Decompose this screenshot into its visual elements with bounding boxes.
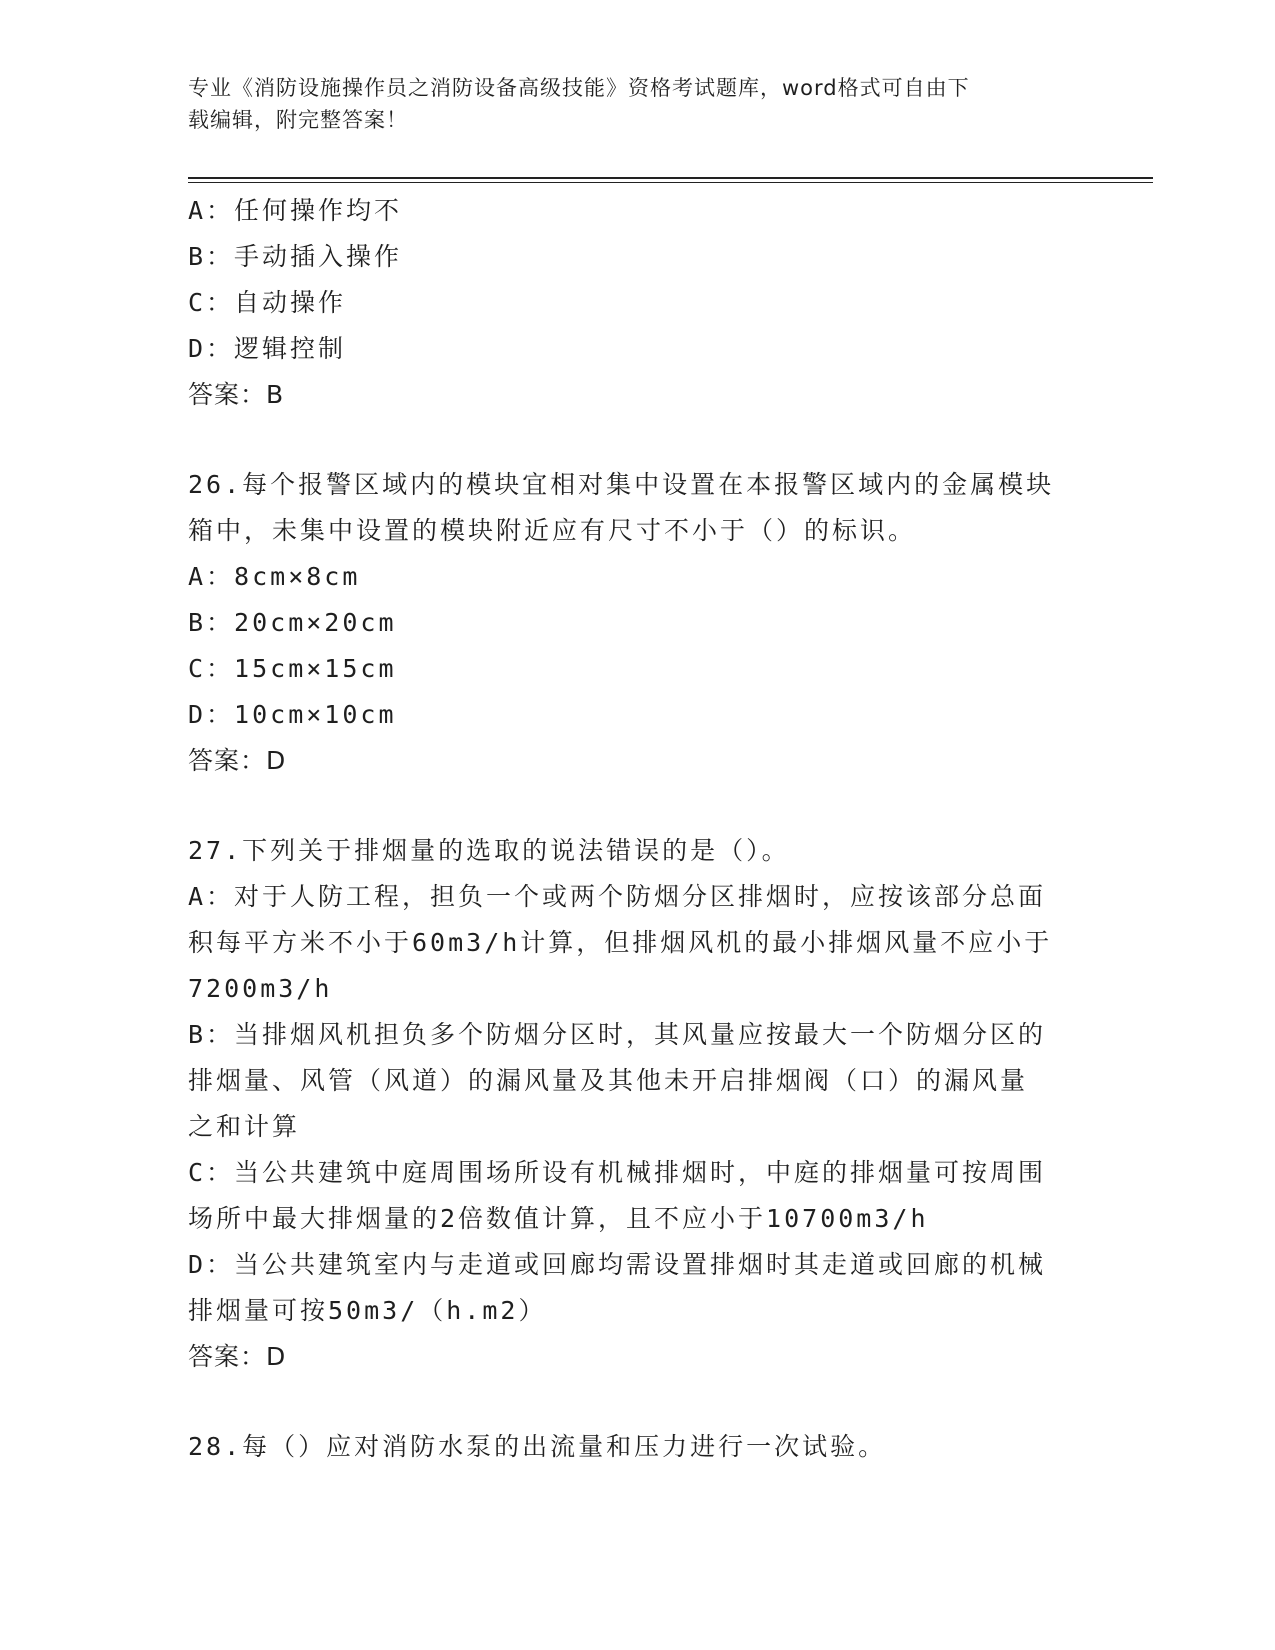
option-a: A：8cm×8cm xyxy=(188,562,361,591)
question-25 xyxy=(188,188,1088,418)
option-c-line: C：当公共建筑中庭周围场所设有机械排烟时，中庭的排烟量可按周围 xyxy=(188,1158,1047,1187)
option-c: C：自动操作 xyxy=(188,288,347,317)
question-stem-line: 26.每个报警区域内的模块宜相对集中设置在本报警区域内的金属模块 xyxy=(188,470,1055,499)
option-d: D：10cm×10cm xyxy=(188,700,397,729)
option-b-line: 排烟量、风管（风道）的漏风量及其他未开启排烟阀（口）的漏风量 xyxy=(188,1066,1029,1095)
option-a: A：任何操作均不 xyxy=(188,196,403,225)
question-28 xyxy=(188,1424,1088,1470)
option-d-line: D：当公共建筑室内与走道或回廊均需设置排烟时其走道或回廊的机械 xyxy=(188,1250,1047,1279)
document-header xyxy=(188,72,1088,136)
option-a-line: 积每平方米不小于60m3/h计算，但排烟风机的最小排烟风量不应小于 xyxy=(188,928,1053,957)
option-b: B：20cm×20cm xyxy=(188,608,397,637)
option-a-line: 7200m3/h xyxy=(188,974,333,1003)
question-stem: 27.下列关于排烟量的选取的说法错误的是（）。 xyxy=(188,836,790,865)
header-line-1: 专业《消防设施操作员之消防设备高级技能》资格考试题库，word格式可自由下 xyxy=(188,76,970,100)
question-stem: 28.每（）应对消防水泵的出流量和压力进行一次试验。 xyxy=(188,1432,887,1461)
header-divider-thin xyxy=(188,182,1153,183)
spacer xyxy=(188,784,1088,828)
question-27 xyxy=(188,828,1088,1380)
header-line-2: 载编辑，附完整答案！ xyxy=(188,108,408,132)
spacer xyxy=(188,418,1088,462)
answer: 答案：B xyxy=(188,380,285,409)
option-d-line: 排烟量可按50m3/（h.m2） xyxy=(188,1296,547,1325)
option-a-line: A：对于人防工程，担负一个或两个防烟分区排烟时，应按该部分总面 xyxy=(188,882,1047,911)
answer: 答案：D xyxy=(188,1342,287,1371)
option-c: C：15cm×15cm xyxy=(188,654,397,683)
option-b-line: B：当排烟风机担负多个防烟分区时，其风量应按最大一个防烟分区的 xyxy=(188,1020,1047,1049)
option-b: B：手动插入操作 xyxy=(188,242,403,271)
question-26 xyxy=(188,462,1088,784)
header-divider-thick xyxy=(188,177,1153,179)
question-stem-line: 箱中，未集中设置的模块附近应有尺寸不小于（）的标识。 xyxy=(188,516,917,545)
option-b-line: 之和计算 xyxy=(188,1112,301,1141)
answer: 答案：D xyxy=(188,746,287,775)
option-c-line: 场所中最大排烟量的2倍数值计算，且不应小于10700m3/h xyxy=(188,1204,929,1233)
question-list xyxy=(188,188,1088,1470)
option-d: D：逻辑控制 xyxy=(188,334,347,363)
spacer xyxy=(188,1380,1088,1424)
